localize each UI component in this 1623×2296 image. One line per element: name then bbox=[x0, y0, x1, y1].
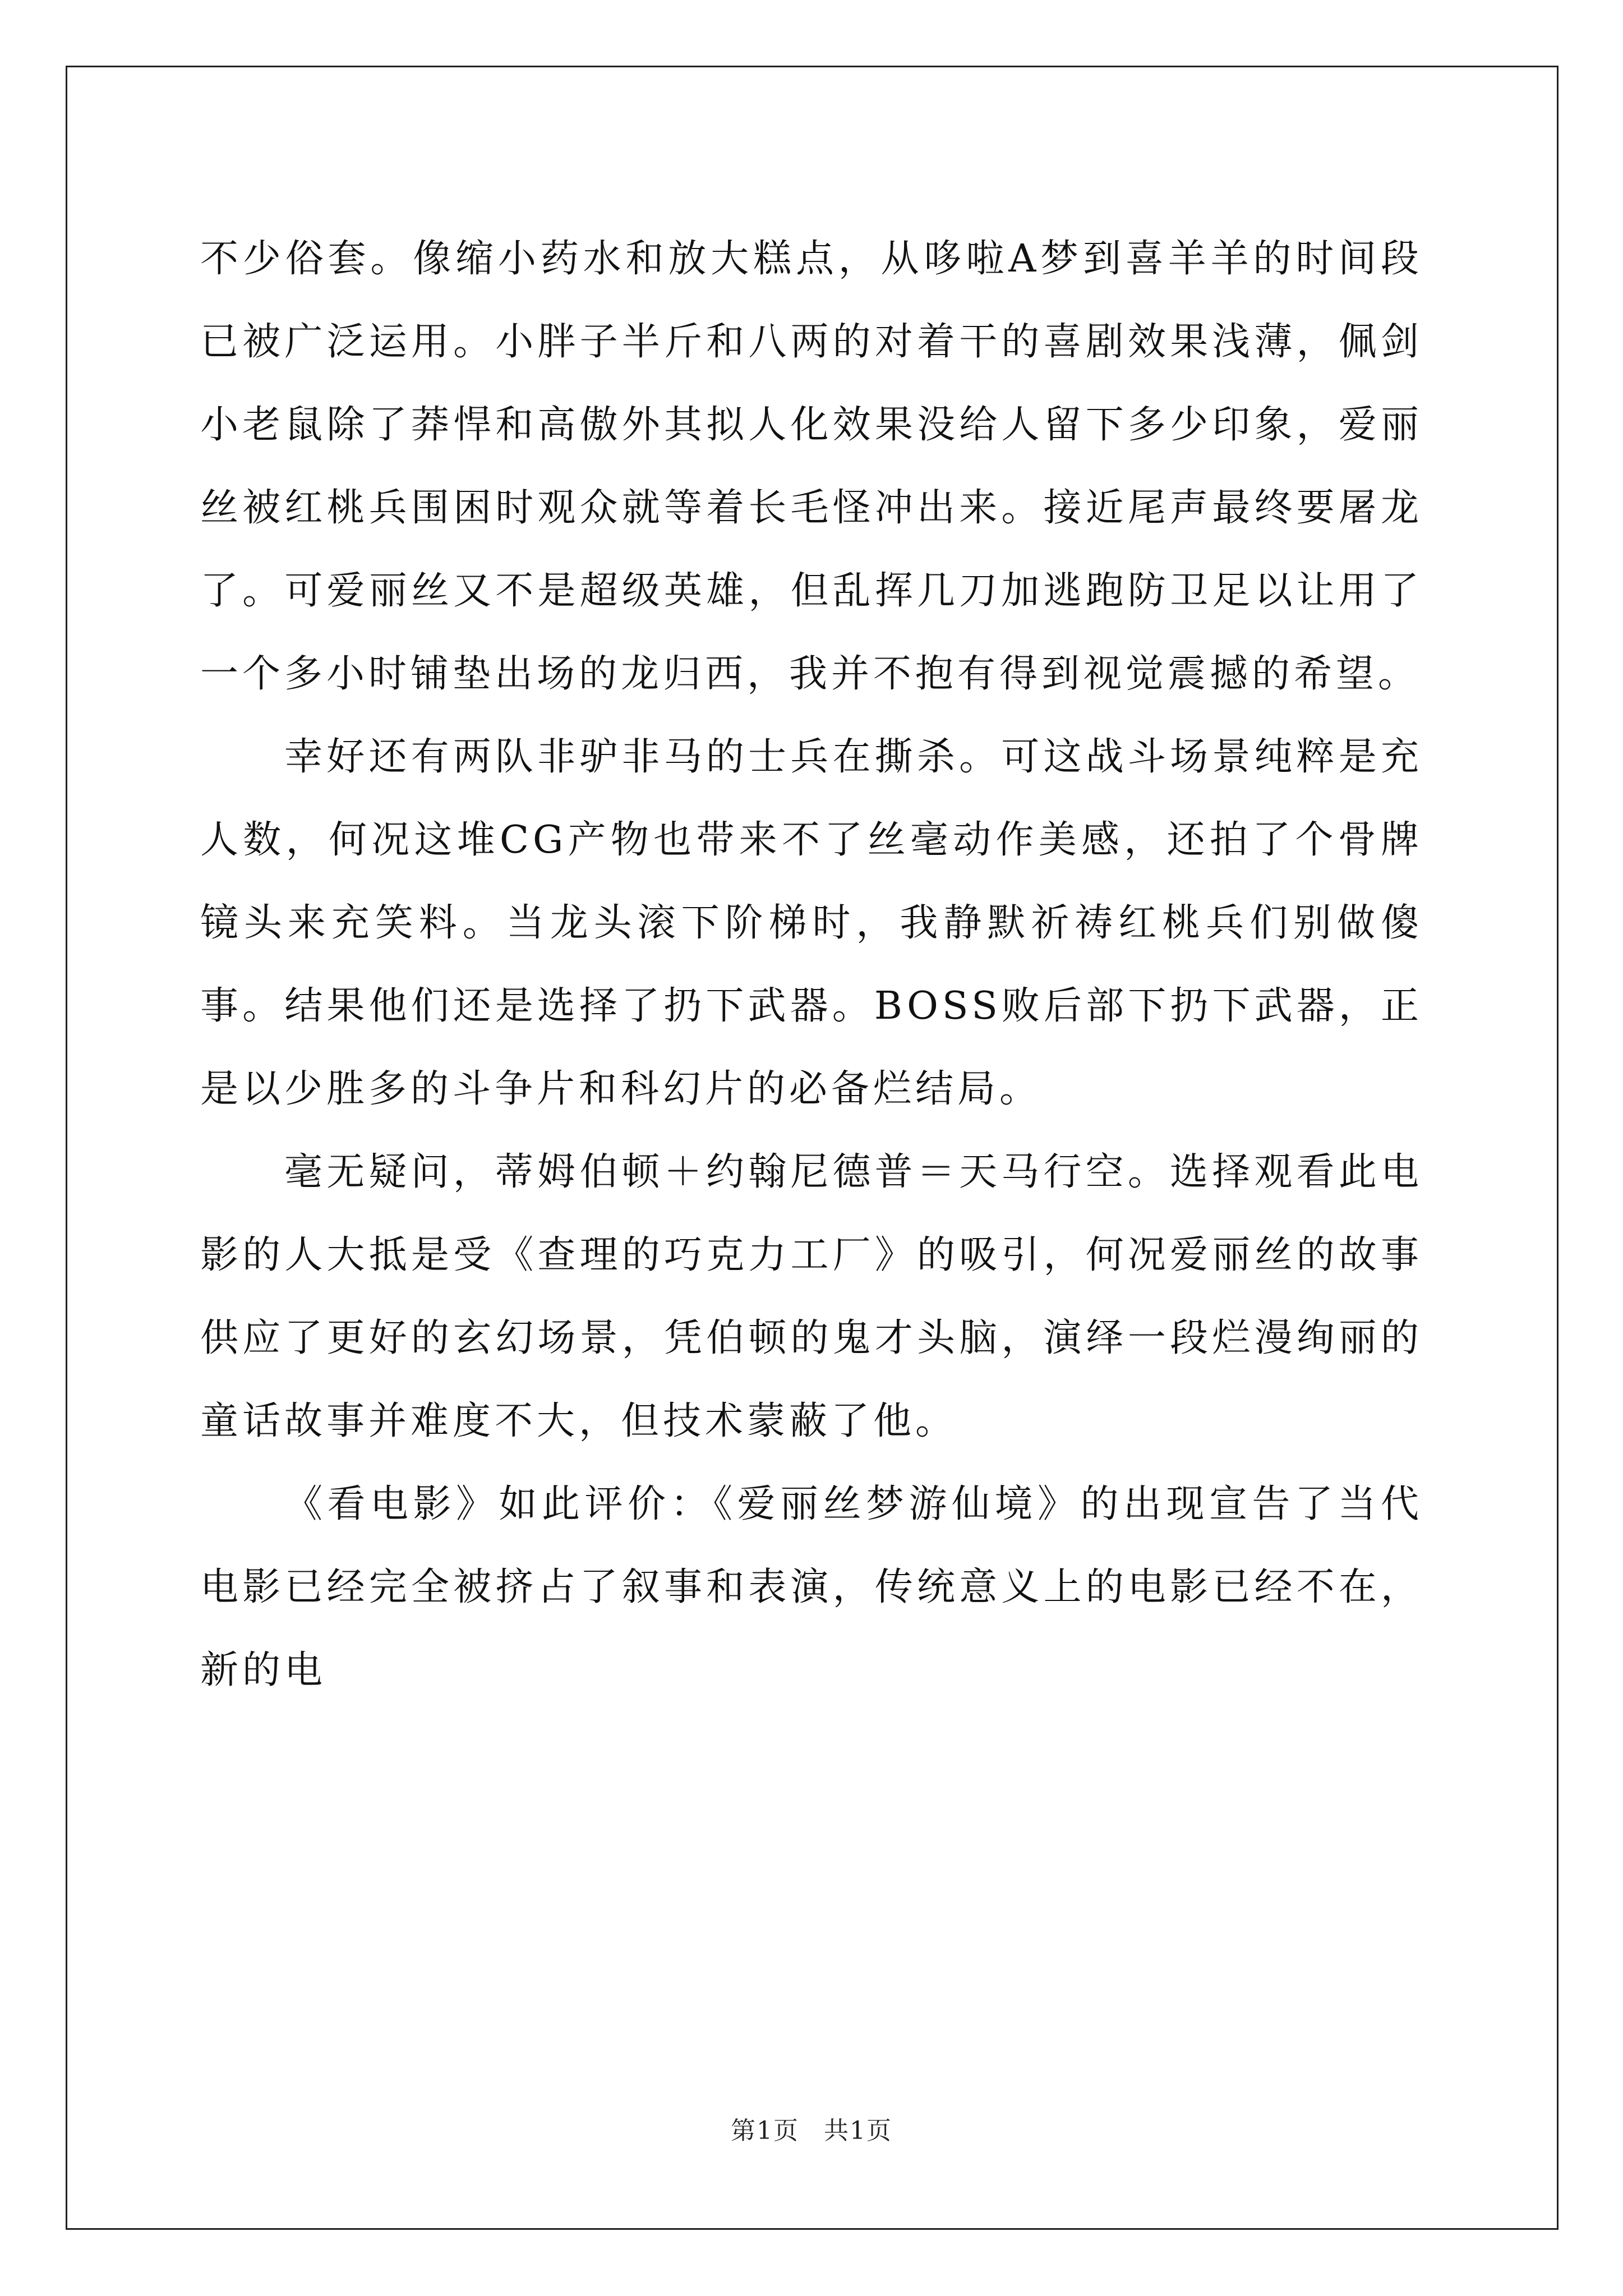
page-footer bbox=[0, 2110, 1623, 2146]
paragraph-2: 幸好还有两队非驴非马的士兵在撕杀。可这战斗场景纯粹是充人数，何况这堆CG产物也带来不了丝毫动作美感，还拍了个骨牌镜头来充笑料。当龙头滚下阶梯时，我静默祈祷红桃兵们别做傻事。结果他们还是选择了扔下武器。BOSS败后部下扔下武器，正是以少胜多的斗争片和科幻片的必备烂结局。 bbox=[200, 735, 1423, 1111]
document-body bbox=[200, 218, 1423, 1712]
paragraph-4: 《看电影》如此评价：《爱丽丝梦游仙境》的出现宣告了当代电影已经完全被挤占了叙事和表演，传统意义上的电影已经不在，新的电 bbox=[200, 1482, 1423, 1692]
page-number: 第1页 bbox=[731, 2116, 799, 2145]
paragraph-1: 不少俗套。像缩小药水和放大糕点，从哆啦A梦到喜羊羊的时间段已被广泛运用。小胖子半斤和八两的对着干的喜剧效果浅薄，佩剑小老鼠除了莽悍和高傲外其拟人化效果没给人留下多少印象，爱丽丝被红桃兵围困时观众就等着长毛怪冲出来。接近尾声最终要屠龙了。可爱丽丝又不是超级英雄，但乱挥几刀加逃跑防卫足以让用了一个多小时铺垫出场的龙归西，我并不抱有得到视觉震撼的希望。 bbox=[200, 237, 1423, 696]
page-total: 共1页 bbox=[824, 2116, 892, 2145]
paragraph-3: 毫无疑问，蒂姆伯顿＋约翰尼德普＝天马行空。选择观看此电影的人大抵是受《查理的巧克力工厂》的吸引，何况爱丽丝的故事供应了更好的玄幻场景，凭伯顿的鬼才头脑，演绎一段烂漫绚丽的童话故事并难度不大，但技术蒙蔽了他。 bbox=[200, 1150, 1423, 1443]
